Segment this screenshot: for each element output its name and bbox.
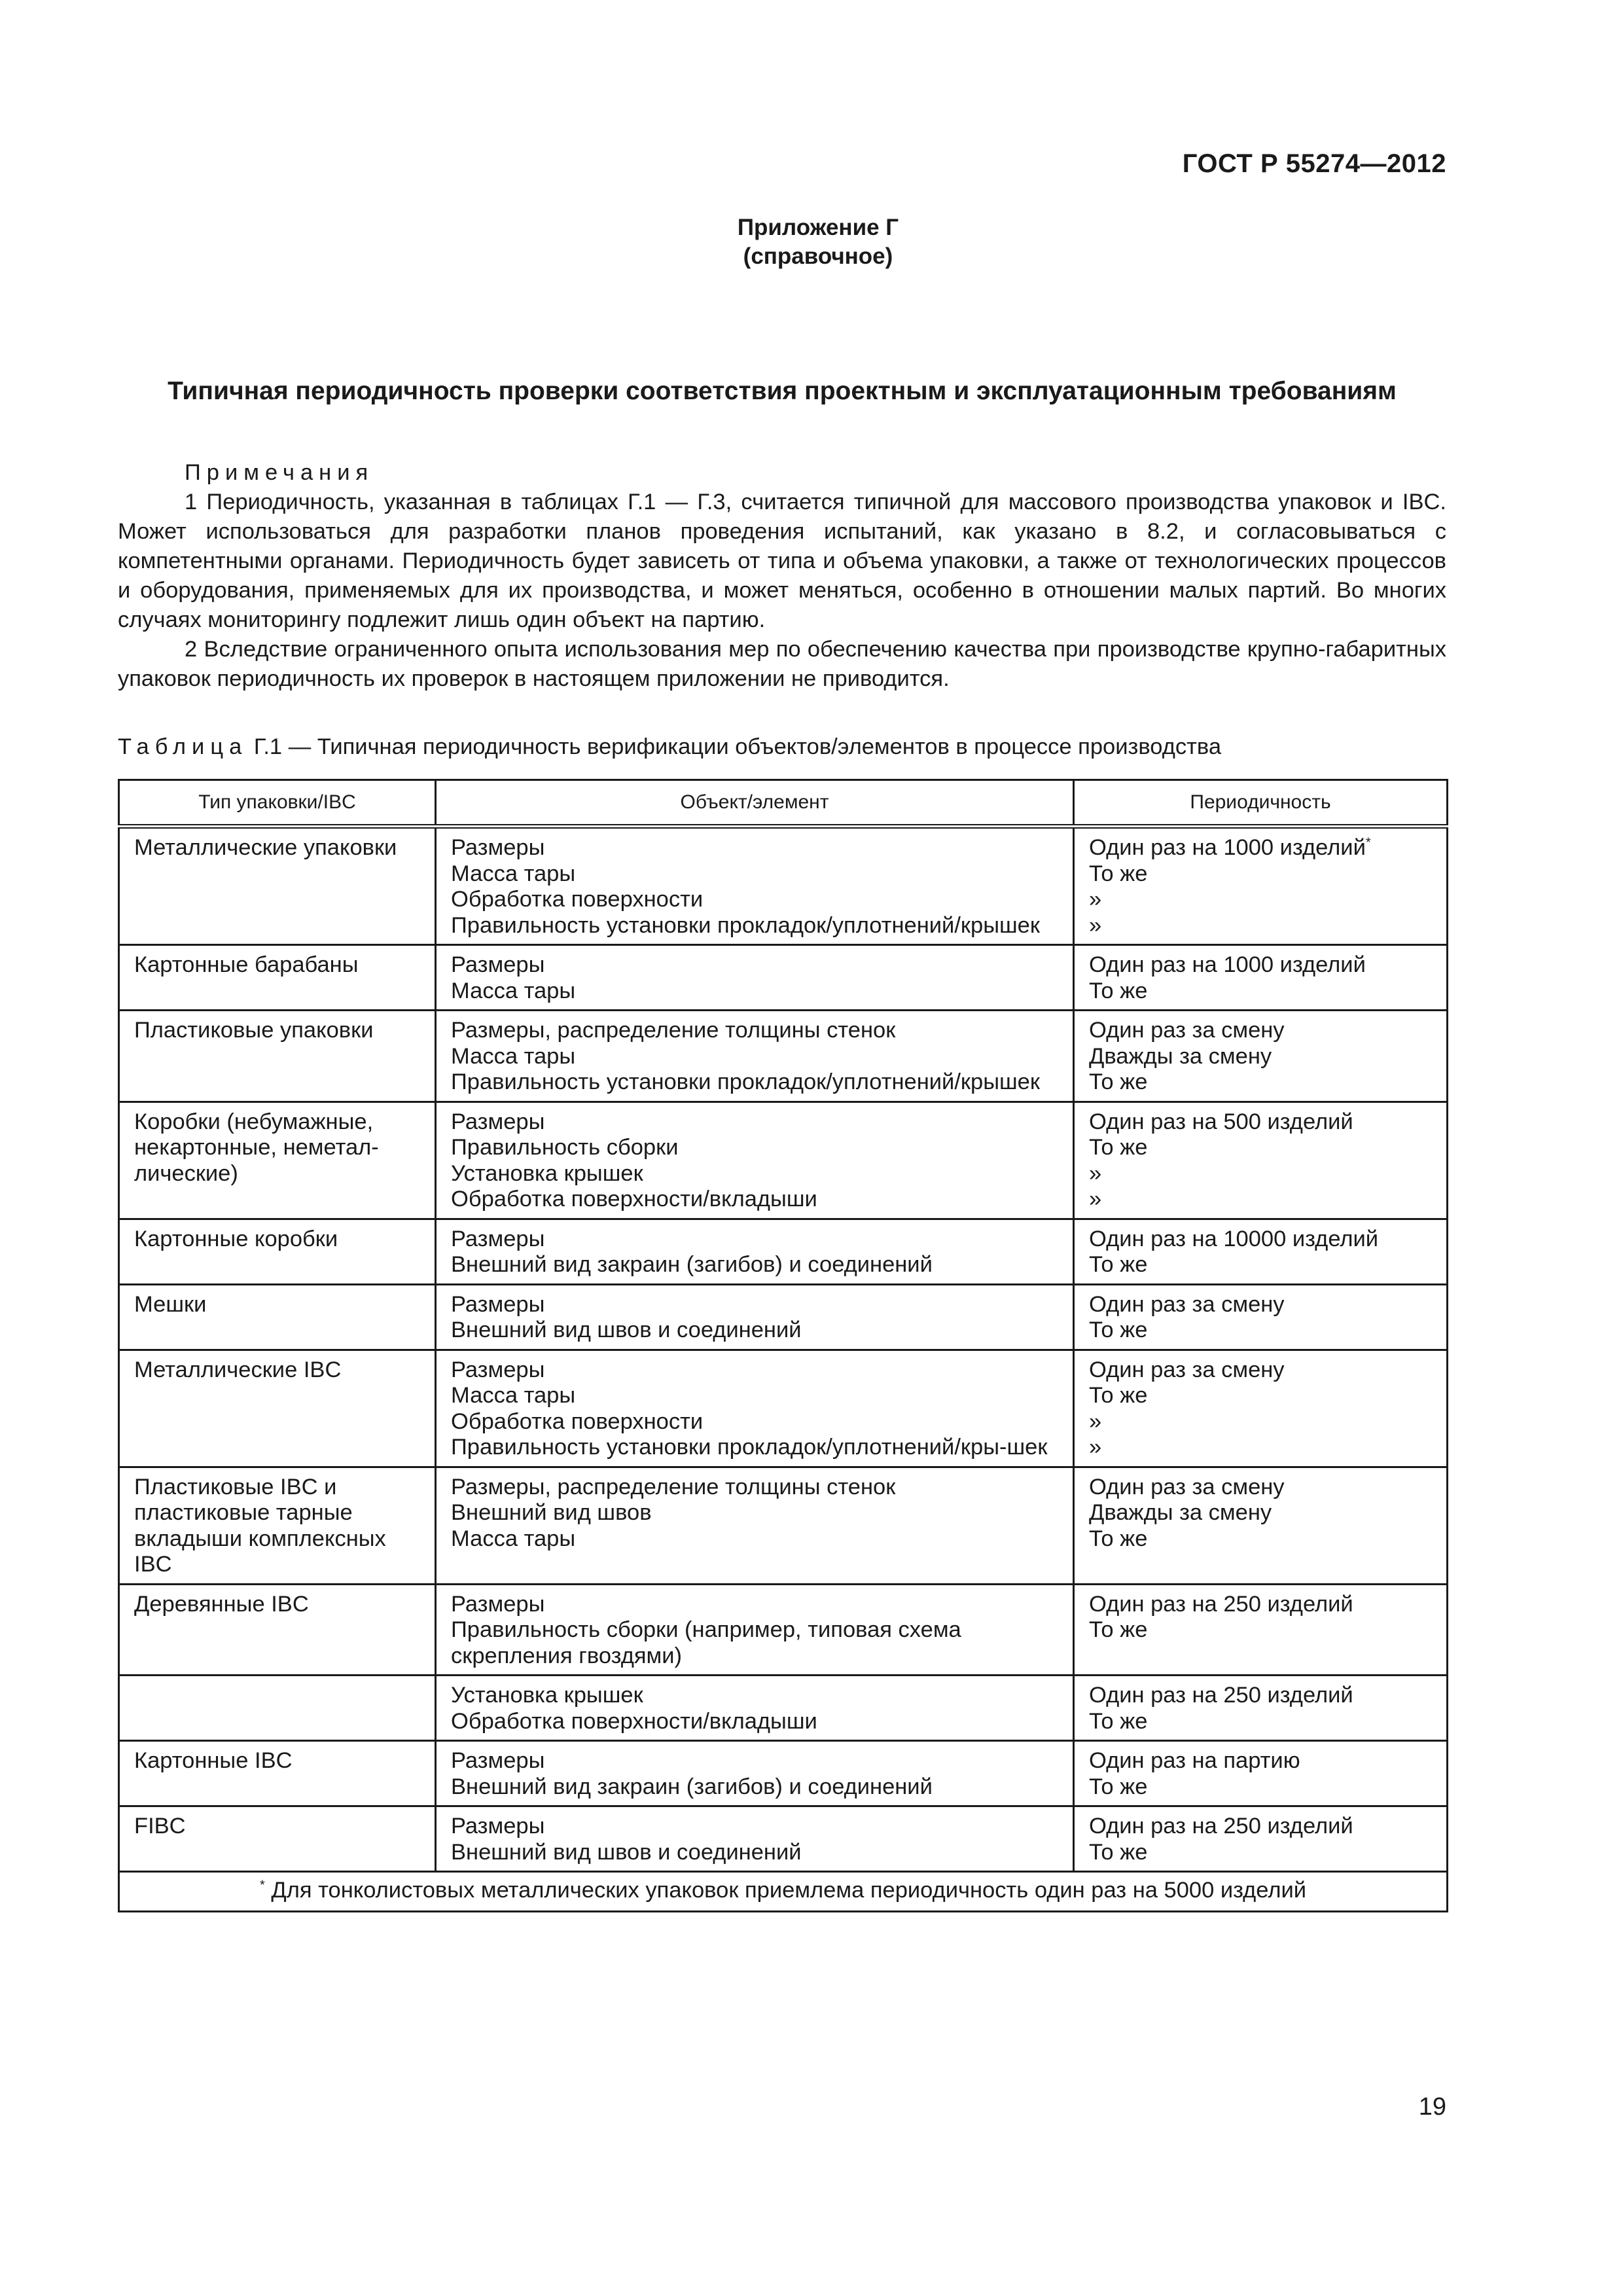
table-footnote-row xyxy=(119,1872,1448,1912)
cell-frequency xyxy=(1074,1676,1448,1741)
column-header-frequency: Периодичность xyxy=(1074,780,1448,827)
object-element-item: Размеры xyxy=(451,1814,545,1839)
object-element-item: Размеры, распределение толщины стенок xyxy=(451,1018,896,1043)
cell-object-elements xyxy=(436,1676,1074,1741)
object-element-item: Масса тары xyxy=(451,861,576,886)
object-element-item: Внешний вид швов xyxy=(451,1500,652,1525)
table-row xyxy=(119,1284,1448,1350)
cell-object-elements xyxy=(436,1350,1074,1467)
object-element-item: Установка крышек xyxy=(451,1683,643,1708)
object-element-item: Внешний вид закраин (загибов) и соединений xyxy=(451,1252,933,1277)
frequency-item: То же xyxy=(1089,861,1148,886)
object-element-item: Правильность установки прокладок/уплотнений/крышек xyxy=(451,912,1040,938)
table-row xyxy=(119,1741,1448,1806)
cell-object-elements xyxy=(436,1219,1074,1284)
frequency-item: То же xyxy=(1089,1708,1148,1734)
table-caption xyxy=(118,734,1221,760)
cell-package-type: Картонные коробки xyxy=(119,1219,436,1284)
footnote-text: Для тонколистовых металлических упаковок приемлема периодичность один раз на 5000 изделий xyxy=(264,1878,1307,1903)
table-row xyxy=(119,1676,1448,1741)
column-header-type: Тип упаковки/IBC xyxy=(119,780,436,827)
object-element-item: Масса тары xyxy=(451,1383,576,1408)
appendix-title: Приложение Г xyxy=(737,215,899,240)
object-element-item: Размеры xyxy=(451,1591,545,1617)
object-element-item: Размеры, распределение толщины стенок xyxy=(451,1474,896,1499)
footnote-mark: * xyxy=(1365,835,1371,850)
object-element-item: Правильность установки прокладок/уплотнений/кры-шек xyxy=(451,1435,1048,1460)
frequency-item: Один раз на 250 изделий xyxy=(1089,1814,1353,1839)
cell-object-elements xyxy=(436,1284,1074,1350)
frequency-item: То же xyxy=(1089,1318,1148,1342)
object-element-item: Размеры xyxy=(451,835,545,860)
section-title: Типичная периодичность проверки соответствия проектным и эксплуатационным требованиям xyxy=(168,377,1397,405)
column-header-object: Объект/элемент xyxy=(436,780,1074,827)
notes-title: Примечания xyxy=(185,460,374,485)
cell-frequency xyxy=(1074,1102,1448,1219)
frequency-item: » xyxy=(1089,1187,1102,1211)
cell-package-type: Мешки xyxy=(119,1284,436,1350)
frequency-item: Дважды за смену xyxy=(1089,1500,1272,1525)
object-element-item: Масса тары xyxy=(451,1043,576,1069)
frequency-item: То же xyxy=(1089,1135,1148,1160)
page-number: 19 xyxy=(1418,2093,1446,2121)
table-footnote xyxy=(119,1872,1448,1912)
cell-package-type: Металлические IBC xyxy=(119,1350,436,1467)
frequency-item: То же xyxy=(1089,1774,1148,1799)
cell-frequency xyxy=(1074,1467,1448,1584)
object-element-item: Размеры xyxy=(451,1291,545,1317)
frequency-item: То же xyxy=(1089,1069,1148,1094)
frequency-item: » xyxy=(1089,887,1102,912)
standard-code: ГОСТ Р 55274—2012 xyxy=(1182,149,1446,178)
table-row xyxy=(119,1806,1448,1872)
object-element-item: Правильность сборки xyxy=(451,1135,679,1160)
frequency-item: Один раз на 250 изделий xyxy=(1089,1591,1353,1617)
cell-package-type: Пластиковые IBC и пластиковые тарные вкладыши комплексных IBC xyxy=(119,1467,436,1584)
frequency-item: То же xyxy=(1089,1252,1148,1277)
object-element-item: Масса тары xyxy=(451,978,576,1003)
cell-package-type: Коробки (небумажные, некартонные, неметал-лические) xyxy=(119,1102,436,1219)
cell-object-elements xyxy=(436,827,1074,945)
frequency-item: Один раз на 250 изделий xyxy=(1089,1683,1353,1708)
frequency-item: То же xyxy=(1089,1383,1148,1408)
object-element-item: Внешний вид швов и соединений xyxy=(451,1318,802,1342)
frequency-item: Один раз за смену xyxy=(1089,1357,1285,1382)
frequency-item: » xyxy=(1089,1408,1102,1434)
table-caption-lead: Таблица xyxy=(118,734,248,759)
frequency-item: Один раз на 1000 изделий xyxy=(1089,952,1366,977)
frequency-item: Один раз на 10000 изделий xyxy=(1089,1226,1379,1251)
cell-object-elements xyxy=(436,1584,1074,1676)
cell-object-elements xyxy=(436,1102,1074,1219)
cell-frequency xyxy=(1074,1284,1448,1350)
object-element-item: Обработка поверхности xyxy=(451,887,704,912)
table-row xyxy=(119,1219,1448,1284)
cell-object-elements xyxy=(436,1011,1074,1102)
table-header-row xyxy=(119,780,1448,827)
note-item: 1 Периодичность, указанная в таблицах Г.1 — Г.3, считается типичной для массового производства упаковок и IBC. Может использоваться для разработки планов проведения испытаний, как указано в 8.2, и согласовываться с компетентными органами. Периодичность будет зависеть от типа и объема упаковки, а также от технологических процессов и оборудования, применяемых для их производства, и может меняться, особенно в отношении малых партий. Во многих случаях мониторингу подлежит лишь один объект на партию. xyxy=(118,490,1446,632)
frequency-item: То же xyxy=(1089,1839,1148,1865)
object-element-item: Правильность установки прокладок/уплотнений/крышек xyxy=(451,1069,1040,1094)
cell-frequency xyxy=(1074,1806,1448,1872)
object-element-item: Обработка поверхности xyxy=(451,1408,704,1434)
table-row xyxy=(119,1467,1448,1584)
cell-frequency xyxy=(1074,1584,1448,1676)
object-element-item: Масса тары xyxy=(451,1526,576,1551)
cell-package-type: Пластиковые упаковки xyxy=(119,1011,436,1102)
table-row xyxy=(119,1011,1448,1102)
cell-object-elements xyxy=(436,1741,1074,1806)
frequency-item: Один раз на 500 изделий xyxy=(1089,1109,1353,1134)
object-element-item: Обработка поверхности/вкладыши xyxy=(451,1708,817,1734)
object-element-item: Размеры xyxy=(451,1109,545,1134)
frequency-item: То же xyxy=(1089,978,1148,1003)
cell-frequency xyxy=(1074,1011,1448,1102)
appendix-subtitle: (справочное) xyxy=(743,243,893,269)
frequency-table xyxy=(118,779,1448,1912)
object-element-item: Правильность сборки (например, типовая схема скрепления гвоздями) xyxy=(451,1617,961,1668)
frequency-item: То же xyxy=(1089,1526,1148,1551)
frequency-item: То же xyxy=(1089,1617,1148,1642)
frequency-item: Один раз за смену xyxy=(1089,1291,1285,1317)
object-element-item: Внешний вид швов и соединений xyxy=(451,1839,802,1865)
frequency-item: » xyxy=(1089,1435,1102,1460)
cell-frequency xyxy=(1074,1219,1448,1284)
frequency-item: Один раз за смену xyxy=(1089,1474,1285,1499)
appendix-heading xyxy=(0,213,1623,271)
table-row xyxy=(119,827,1448,945)
object-element-item: Размеры xyxy=(451,1748,545,1773)
table-row xyxy=(119,1584,1448,1676)
notes-block xyxy=(118,458,1446,694)
cell-package-type xyxy=(119,1676,436,1741)
cell-object-elements xyxy=(436,945,1074,1011)
frequency-item: Один раз за смену xyxy=(1089,1018,1285,1043)
note-item: 2 Вследствие ограниченного опыта использования мер по обеспечению качества при производстве крупно-габаритных упаковок периодичность их проверок в настоящем приложении не приводится. xyxy=(118,637,1446,691)
cell-package-type: FIBC xyxy=(119,1806,436,1872)
cell-package-type: Металлические упаковки xyxy=(119,827,436,945)
cell-object-elements xyxy=(436,1467,1074,1584)
object-element-item: Обработка поверхности/вкладыши xyxy=(451,1187,817,1211)
table-row xyxy=(119,1102,1448,1219)
frequency-item: » xyxy=(1089,1160,1102,1186)
cell-package-type: Картонные барабаны xyxy=(119,945,436,1011)
object-element-item: Внешний вид закраин (загибов) и соединений xyxy=(451,1774,933,1799)
table-row xyxy=(119,945,1448,1011)
cell-object-elements xyxy=(436,1806,1074,1872)
object-element-item: Установка крышек xyxy=(451,1160,643,1186)
table-caption-text: Г.1 — Типичная периодичность верификации объектов/элементов в процессе производства xyxy=(247,734,1222,759)
object-element-item: Размеры xyxy=(451,1357,545,1382)
table-body xyxy=(119,827,1448,1872)
frequency-item: Один раз на 1000 изделий xyxy=(1089,835,1366,860)
object-element-item: Размеры xyxy=(451,952,545,977)
cell-package-type: Картонные IBC xyxy=(119,1741,436,1806)
cell-frequency xyxy=(1074,1350,1448,1467)
frequency-item: Дважды за смену xyxy=(1089,1043,1272,1069)
footnote-mark: * xyxy=(259,1878,265,1893)
frequency-item: » xyxy=(1089,912,1102,938)
cell-frequency xyxy=(1074,1741,1448,1806)
cell-package-type: Деревянные IBC xyxy=(119,1584,436,1676)
frequency-item: Один раз на партию xyxy=(1089,1748,1300,1773)
object-element-item: Размеры xyxy=(451,1226,545,1251)
table-row xyxy=(119,1350,1448,1467)
cell-frequency xyxy=(1074,945,1448,1011)
cell-frequency xyxy=(1074,827,1448,945)
